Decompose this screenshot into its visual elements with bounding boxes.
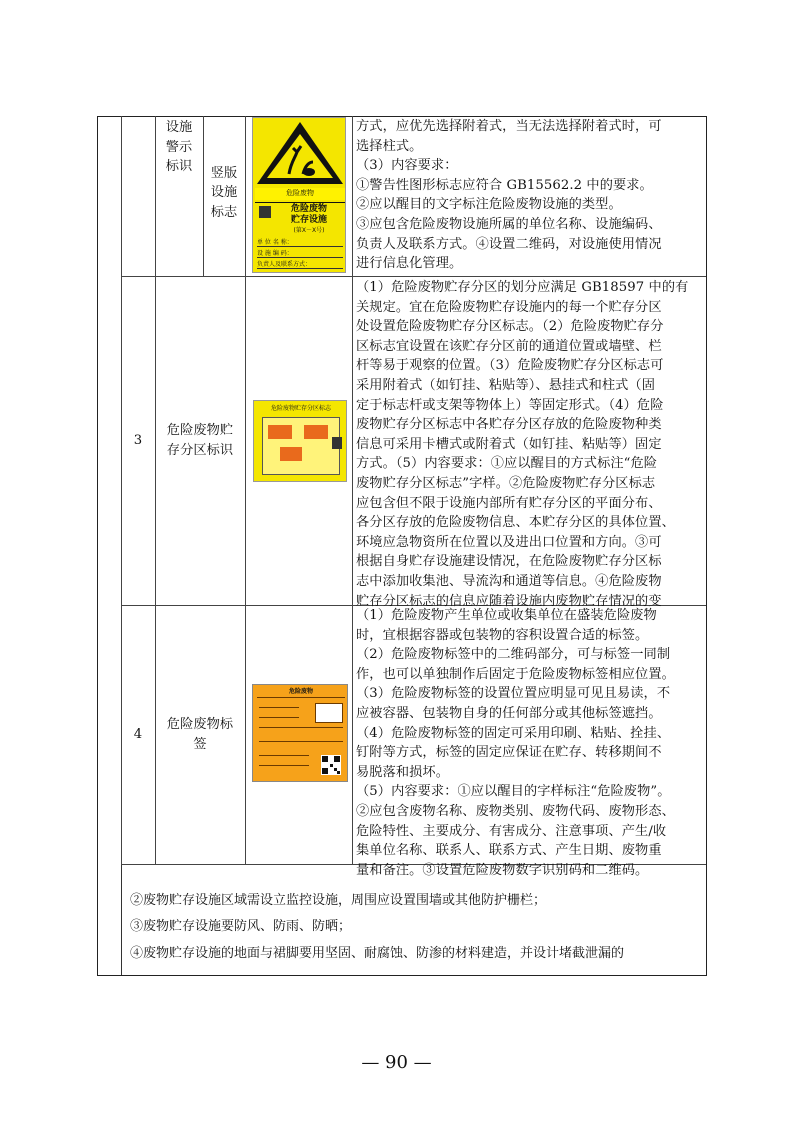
row3-requirements-text: [356, 278, 704, 611]
text-line: 贮存分区标志的信息应随着设施内废物贮存情况的变: [356, 593, 662, 609]
label-rule: [259, 755, 309, 756]
qr-code-icon: [332, 437, 342, 449]
facility-sign-subtitle: (第X－X号): [293, 227, 325, 234]
text-line: 关规定。宜在危险废物贮存设施内的每一个贮存分区: [356, 299, 662, 315]
text-line: 废物贮存分区标志”字样。②危险废物贮存分区标志: [356, 475, 656, 491]
text-line: 杆等易于观察的位置。（3）危险废物贮存分区标志可: [356, 358, 664, 374]
grid-vline: [352, 116, 353, 864]
qr-code-icon: [321, 755, 341, 775]
text-line: （1）危险废物贮存分区的划分应满足 GB18597 中的有: [356, 280, 689, 295]
text-line: ①警告性图形标志应符合 GB15562.2 中的要求。: [356, 177, 653, 193]
facility-sign-field-3: 负责人及联系方式：: [257, 261, 343, 269]
row4-requirements-text: [356, 606, 704, 880]
text-line: 应被容器、包装物自身的任何部分或其他标签遮挡。: [356, 705, 662, 721]
text-line: 信息可采用卡槽式或附着式（如钉挂、粘贴等）固定: [356, 436, 662, 452]
sign-category-label: 设施警示标识: [165, 120, 193, 175]
text-line: （2）危险废物标签中的二维码部分，可与标签一同制: [356, 647, 671, 663]
grid-vline: [245, 116, 246, 864]
text-line: 方式，应优先选择附着式，当无法选择附着式时，可: [356, 119, 662, 134]
text-line: 应包含但不限于设施内部所有贮存分区的平面分布、: [356, 495, 662, 511]
row3-name-cell: [155, 276, 245, 605]
text-line: 危险特性、主要成分、有害成分、注意事项、产生/收: [356, 823, 667, 839]
left-margin-column: [98, 117, 122, 975]
text-line: 废物贮存分区标志中各贮存分区存放的危险废物种类: [356, 417, 662, 433]
row3-number: 3: [133, 432, 143, 448]
label-rule: [259, 717, 299, 718]
text-line: 根据自身贮存设施建设情况，在危险废物贮存分区标: [356, 554, 662, 570]
waste-label-image: [252, 684, 348, 782]
sign-type-label: 竖版设施标志: [210, 165, 238, 220]
sign-type-cell: [203, 160, 245, 226]
text-line: 量和备注。③设置危险废物数字识别码和二维码。: [356, 862, 649, 878]
facility-sign-image: [252, 117, 346, 273]
text-line: 定于标志杆或支架等物体上）等固定形式。（4）危险: [356, 397, 664, 413]
label-rule: [259, 765, 309, 766]
footer-line-3: ③废物贮存设施要防风、防雨、防晒；: [130, 919, 352, 934]
text-line: 志中添加收集池、导流沟和通道等信息。④危险废物: [356, 573, 662, 589]
text-line: （3）危险废物标签的设置位置应明显可见且易读，不: [356, 686, 671, 702]
footer-line-2: ②废物贮存设施区域需设立监控设施，周围应设置围墙或其他防护栅栏；: [130, 893, 547, 908]
row4-name: 危险废物标签: [166, 716, 234, 752]
storage-zone-sign-title: 危险废物贮存分区标志: [270, 405, 331, 412]
page-number: — 90 —: [361, 1052, 432, 1073]
text-line: （4）危险废物标签的固定可采用印刷、粘贴、拴挂、: [356, 725, 671, 741]
text-line: 时，宜根据容器或包装物的容积设置合适的标签。: [356, 627, 649, 643]
hazard-pictogram-icon: [315, 703, 343, 723]
label-rule: [257, 697, 345, 698]
text-line: （3）内容要求：: [356, 158, 458, 174]
label-rule: [259, 741, 343, 742]
qr-code-icon: [259, 206, 271, 218]
facility-sign-title-2: 贮存设施: [290, 215, 327, 225]
waste-label-title: 危险废物: [288, 688, 313, 695]
zone-block: [304, 425, 328, 439]
row4-name-cell: [155, 605, 245, 864]
text-line: （1）危险废物产生单位或收集单位在盛装危险废物: [356, 608, 657, 623]
row4-number: 4: [133, 726, 143, 742]
footer-line-4: ④废物贮存设施的地面与裙脚要用坚固、耐腐蚀、防渗的材料建造，并设计堵截泄漏的: [130, 946, 625, 961]
sign-requirements-text: [356, 117, 704, 274]
text-line: 负责人及联系方式。④设置二维码，对设施使用情况: [356, 236, 662, 252]
row3-name: 危险废物贮存分区标识: [166, 422, 234, 458]
facility-sign-title-1: 危险废物: [290, 204, 327, 214]
text-line: 进行信息化管理。: [356, 256, 463, 272]
text-line: ③应包含危险废物设施所属的单位名称、设施编码、: [356, 216, 662, 232]
storage-zone-sign-image: [253, 400, 347, 482]
text-line: 方式。（5）内容要求：①应以醒目的方式标注“危险: [356, 456, 658, 472]
text-line: 作，也可以单独制作后固定于危险废物标签相应位置。: [356, 666, 675, 682]
facility-sign-field-2: 设 施 编 码：: [257, 250, 343, 258]
sign-category-cell: [155, 116, 203, 175]
text-line: 易脱落和损坏。: [356, 764, 450, 780]
text-line: （5）内容要求：①应以醒目的字样标注“危险废物”。: [356, 784, 671, 800]
text-line: ②应以醒目的文字标注危险废物设施的类型。: [356, 197, 622, 213]
text-line: 处设置危险废物贮存分区标志。（2）危险废物贮存分: [356, 319, 664, 335]
text-line: 集单位名称、联系人、联系方式、产生日期、废物重: [356, 843, 662, 859]
facility-sign-header: 危险废物: [286, 189, 314, 197]
text-line: 采用附着式（如钉挂、粘贴等）、悬挂式和柱式（固: [356, 377, 656, 393]
label-rule: [259, 727, 343, 728]
text-line: 区标志宜设置在该贮存分区前的通道位置或墙壁、栏: [356, 338, 662, 354]
zone-block: [280, 447, 302, 461]
text-line: ②应包含废物名称、废物类别、废物代码、废物形态、: [356, 803, 675, 819]
facility-sign-field-1: 单 位 名 称：: [257, 239, 343, 247]
text-line: 各分区存放的危险废物信息、本贮存分区的具体位置、: [356, 515, 675, 531]
zone-block: [268, 425, 292, 439]
text-line: 钉附等方式，标签的固定应保证在贮存、转移期间不: [356, 745, 662, 761]
label-rule: [259, 707, 299, 708]
text-line: 选择柱式。: [356, 138, 423, 154]
text-line: 环境应急物资所在位置以及进出口位置和方向。③可: [356, 534, 662, 550]
